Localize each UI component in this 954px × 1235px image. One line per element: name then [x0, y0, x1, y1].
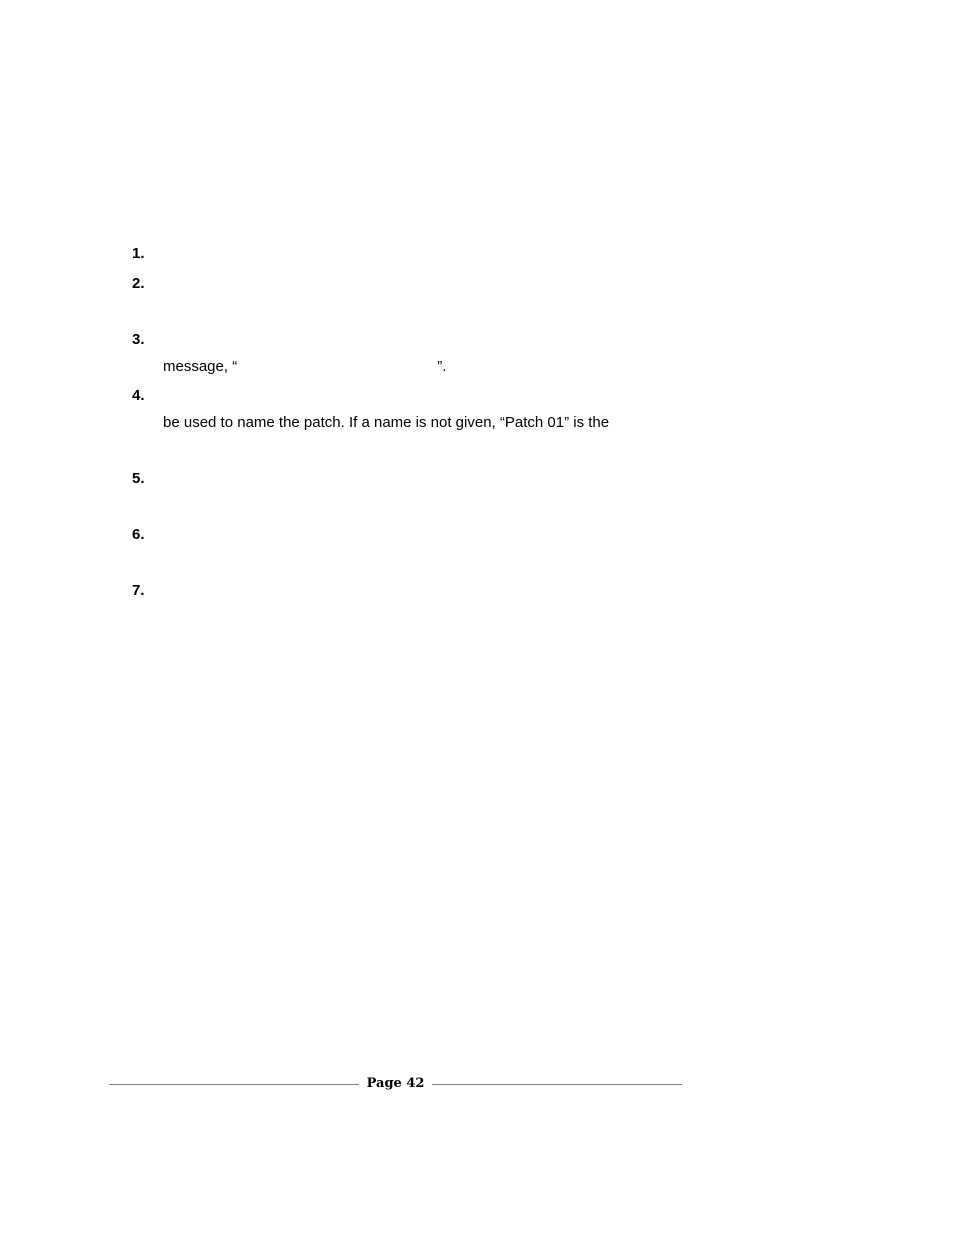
step-4-text-line: be used to name the patch. If a name is not given, “Patch 01” is the [163, 414, 610, 431]
page-footer [109, 1074, 682, 1094]
page-number: Page 42 [366, 1076, 425, 1091]
footer-rule-right [432, 1084, 682, 1085]
step-number: 2. [132, 275, 145, 292]
step-number: 7. [132, 582, 145, 599]
step-3-message-line [163, 358, 446, 376]
step-number: 3. [132, 331, 145, 348]
step-number: 5. [132, 470, 145, 487]
step-number: 6. [132, 526, 145, 543]
step-number: 1. [132, 245, 145, 262]
footer-rule-left [109, 1084, 359, 1085]
step-number: 4. [132, 387, 145, 404]
step-3-text-before: message, “ [163, 358, 238, 375]
step-3-text-after: ”. [437, 358, 447, 375]
